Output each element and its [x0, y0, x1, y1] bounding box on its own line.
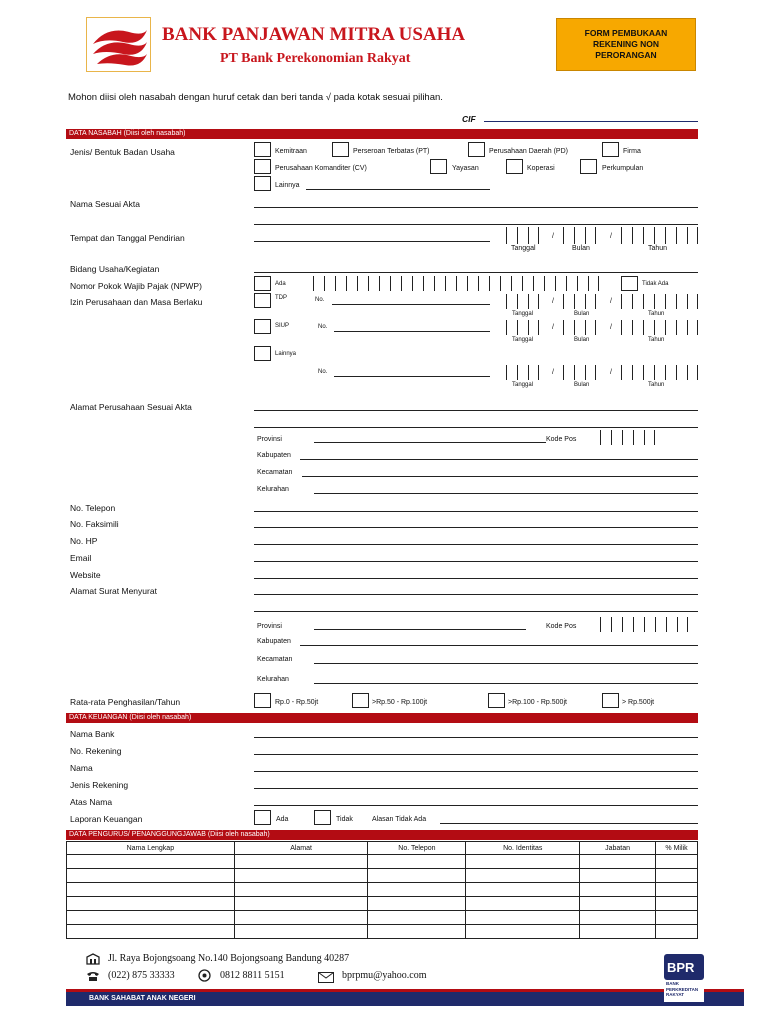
checkbox-firma[interactable]: [602, 142, 619, 157]
label-no-tdp: No.: [315, 297, 325, 303]
jenis-rekening-field[interactable]: [254, 788, 698, 789]
slash: /: [610, 233, 612, 240]
kelurahan-field[interactable]: [314, 493, 698, 494]
siup-bulan-boxes[interactable]: [563, 320, 596, 335]
kelurahan-label: Kelurahan: [257, 486, 289, 493]
nama-akta-label: Nama Sesuai Akta: [70, 199, 140, 209]
footer-tagline: BANK SAHABAT ANAK NEGERI: [89, 995, 196, 1002]
kecamatan-label: Kecamatan: [257, 469, 293, 476]
label-income-0: Rp.0 - Rp.50jt: [275, 699, 319, 706]
no-rekening-label: No. Rekening: [70, 746, 122, 756]
footer-phone: (022) 875 33333: [108, 970, 175, 981]
alamat-surat-field-2[interactable]: [254, 611, 698, 612]
label-yayasan: Yayasan: [452, 165, 479, 172]
label-tanggal: Tanggal: [512, 382, 534, 388]
table-row[interactable]: [67, 911, 698, 925]
tdp-tahun-boxes[interactable]: [621, 294, 698, 309]
header-nama: Nama Lengkap: [67, 842, 235, 855]
kecamatan-label-2: Kecamatan: [257, 656, 293, 663]
siup-tanggal-boxes[interactable]: [506, 320, 539, 335]
checkbox-yayasan[interactable]: [430, 159, 447, 174]
table-row[interactable]: [67, 883, 698, 897]
alasan-field[interactable]: [440, 823, 698, 824]
alamat-akta-label: Alamat Perusahaan Sesuai Akta: [70, 402, 192, 412]
npwp-boxes[interactable]: [313, 276, 599, 291]
atas-nama-field[interactable]: [254, 805, 698, 806]
kode-pos-label-2: Kode Pos: [546, 623, 577, 630]
label-tanggal: Tanggal: [512, 337, 534, 343]
lainnya-field[interactable]: [306, 189, 490, 190]
label-koperasi: Koperasi: [527, 165, 555, 172]
label-income-2: >Rp.100 - Rp.500jt: [508, 699, 567, 706]
alasan-label: Alasan Tidak Ada: [372, 816, 427, 823]
provinsi-field[interactable]: [314, 442, 546, 443]
form-title-box: [556, 18, 696, 71]
label-siup: SIUP: [275, 323, 290, 329]
provinsi-field-2[interactable]: [314, 629, 526, 630]
kabupaten-field[interactable]: [300, 459, 698, 460]
alamat-akta-field[interactable]: [254, 410, 698, 411]
label-npwp-ada: Ada: [275, 281, 286, 287]
cif-label: CIF: [462, 114, 476, 124]
checkbox-koperasi[interactable]: [506, 159, 523, 174]
kecamatan-field-2[interactable]: [314, 663, 698, 664]
label-laporan-ada: Ada: [276, 816, 289, 823]
atas-nama-label: Atas Nama: [70, 797, 113, 807]
tempat-tanggal-label: Tempat dan Tanggal Pendirian: [70, 233, 185, 243]
izin-label: Izin Perusahaan dan Masa Berlaku: [70, 297, 203, 307]
alamat-surat-field[interactable]: [254, 594, 698, 595]
bank-name: BANK PANJAWAN MITRA USAHA: [162, 24, 466, 45]
siup-tahun-boxes[interactable]: [621, 320, 698, 335]
nama-field[interactable]: [254, 771, 698, 772]
label-tahun: Tahun: [648, 245, 668, 252]
label-pd: Perusahaan Daerah (PD): [489, 148, 568, 155]
alamat-surat-label: Alamat Surat Menyurat: [70, 586, 157, 596]
label-bulan: Bulan: [572, 245, 590, 252]
label-lainnya: Lainnya: [275, 182, 300, 189]
pendirian-bulan-boxes[interactable]: [563, 227, 596, 244]
telepon-label: No. Telepon: [70, 503, 116, 513]
faksimili-field[interactable]: [254, 527, 698, 528]
whatsapp-icon: [198, 969, 211, 982]
slash: /: [552, 324, 554, 331]
checkbox-income-1[interactable]: [352, 693, 369, 708]
kode-pos-label: Kode Pos: [546, 436, 577, 443]
bidang-usaha-label: Bidang Usaha/Kegiatan: [70, 264, 160, 274]
bpr-logo-text: BPR: [667, 960, 695, 975]
checkbox-laporan-tidak[interactable]: [314, 810, 331, 825]
phone-icon: [86, 969, 100, 981]
checkbox-kemitraan[interactable]: [254, 142, 271, 157]
kelurahan-field-2[interactable]: [314, 683, 698, 684]
no-rekening-field[interactable]: [254, 754, 698, 755]
label-tanggal: Tanggal: [512, 311, 534, 317]
faksimili-label: No. Faksimili: [70, 519, 119, 529]
label-bulan: Bulan: [574, 337, 590, 343]
website-field[interactable]: [254, 578, 698, 579]
label-no-lainnya: No.: [318, 369, 328, 375]
table-row[interactable]: [67, 855, 698, 869]
tdp-no-field[interactable]: [332, 304, 490, 305]
section-pengurus: DATA PENGURUS/ PENANGGUNGJAWAB (Diisi oleh nasabah): [66, 830, 698, 840]
slash: /: [610, 298, 612, 305]
provinsi-label: Provinsi: [257, 436, 282, 443]
tempat-field[interactable]: [254, 241, 490, 242]
siup-no-field[interactable]: [334, 331, 490, 332]
alamat-akta-field-2[interactable]: [254, 427, 698, 428]
website-label: Website: [70, 570, 101, 580]
label-income-1: >Rp.50 - Rp.100jt: [372, 699, 428, 706]
slash: /: [610, 324, 612, 331]
bidang-usaha-field[interactable]: [254, 272, 698, 273]
checkbox-income-2[interactable]: [488, 693, 505, 708]
slash: /: [610, 369, 612, 376]
jenis-rekening-label: Jenis Rekening: [70, 780, 129, 790]
instruction-text: Mohon diisi oleh nasabah dengan huruf cetak dan beri tanda √ pada kotak sesuai pilihan.: [68, 92, 443, 103]
jenis-label: Jenis/ Bentuk Badan Usaha: [70, 147, 175, 157]
bank-subtitle: PT Bank Perekonomian Rakyat: [220, 51, 411, 66]
table-row[interactable]: [67, 869, 698, 883]
nama-label: Nama: [70, 763, 93, 773]
kode-pos-boxes-2[interactable]: [600, 617, 688, 632]
lainnya-bulan-boxes[interactable]: [563, 365, 596, 380]
bank-logo: [86, 17, 151, 72]
label-bulan: Bulan: [574, 311, 590, 317]
checkbox-laporan-ada[interactable]: [254, 810, 271, 825]
kabupaten-label-2: Kabupaten: [257, 638, 291, 645]
building-icon: [86, 952, 100, 964]
header-milik: % Milik: [656, 842, 698, 855]
checkbox-perkumpulan[interactable]: [580, 159, 597, 174]
label-tahun: Tahun: [648, 382, 665, 388]
pendirian-tahun-boxes[interactable]: [621, 227, 698, 244]
lainnya-tahun-boxes[interactable]: [621, 365, 698, 380]
footer-address: Jl. Raya Bojongsoang No.140 Bojongsoang Bandung 40287: [108, 953, 350, 964]
footer-wa: 0812 8811 5151: [220, 970, 285, 981]
section-keuangan: DATA KEUANGAN (Diisi oleh nasabah): [66, 713, 698, 723]
nama-akta-field-2[interactable]: [254, 224, 698, 225]
checkbox-siup[interactable]: [254, 319, 271, 334]
slash: /: [552, 298, 554, 305]
table-row[interactable]: [67, 925, 698, 939]
lainnya-no-field[interactable]: [334, 376, 490, 377]
label-izin-lainnya: Lainnya: [275, 351, 297, 357]
pendirian-tanggal-boxes[interactable]: [506, 227, 539, 244]
table-header-row: [67, 842, 698, 855]
nama-akta-field[interactable]: [254, 207, 698, 208]
kelurahan-label-2: Kelurahan: [257, 676, 289, 683]
checkbox-cv[interactable]: [254, 159, 271, 174]
header-alamat: Alamat: [234, 842, 368, 855]
label-tahun: Tahun: [648, 311, 665, 317]
label-bulan: Bulan: [574, 382, 590, 388]
header-telepon: No. Telepon: [368, 842, 466, 855]
lainnya-tanggal-boxes[interactable]: [506, 365, 539, 380]
slash: /: [552, 369, 554, 376]
nama-bank-field[interactable]: [254, 737, 698, 738]
kecamatan-field[interactable]: [302, 476, 698, 477]
tdp-bulan-boxes[interactable]: [563, 294, 596, 309]
checkbox-npwp-ada[interactable]: [254, 276, 271, 291]
label-tdp: TDP: [275, 295, 287, 301]
table-row[interactable]: [67, 897, 698, 911]
laporan-label: Laporan Keuangan: [70, 814, 143, 824]
footer-email: bprpmu@yahoo.com: [342, 970, 427, 981]
checkbox-tdp[interactable]: [254, 293, 271, 308]
label-pt: Perseroan Terbatas (PT): [353, 148, 430, 155]
cif-field[interactable]: [484, 121, 698, 122]
checkbox-lainnya[interactable]: [254, 176, 271, 191]
email-field[interactable]: [254, 561, 698, 562]
header-jabatan: Jabatan: [580, 842, 656, 855]
hp-label: No. HP: [70, 536, 98, 546]
checkbox-pt[interactable]: [332, 142, 349, 157]
hp-field[interactable]: [254, 544, 698, 545]
checkbox-income-3[interactable]: [602, 693, 619, 708]
provinsi-label-2: Provinsi: [257, 623, 282, 630]
checkbox-income-0[interactable]: [254, 693, 271, 708]
bpr-logo-sub: BANK PERKREDITAN RAKYAT: [666, 981, 699, 997]
nama-bank-label: Nama Bank: [70, 729, 115, 739]
npwp-label: Nomor Pokok Wajib Pajak (NPWP): [70, 281, 202, 291]
telepon-field[interactable]: [254, 511, 698, 512]
section-nasabah: DATA NASABAH (Diisi oleh nasabah): [66, 129, 698, 139]
pengurus-table: [66, 841, 698, 939]
label-no-siup: No.: [318, 324, 328, 330]
checkbox-izin-lainnya[interactable]: [254, 346, 271, 361]
label-tanggal: Tanggal: [511, 245, 536, 252]
kode-pos-boxes[interactable]: [600, 430, 655, 445]
kabupaten-field-2[interactable]: [300, 645, 698, 646]
label-cv: Perusahaan Komanditer (CV): [275, 165, 367, 172]
label-npwp-tidak-ada: Tidak Ada: [642, 281, 669, 287]
label-income-3: > Rp.500jt: [622, 699, 655, 706]
form-title: FORM PEMBUKAAN REKENING NON PERORANGAN: [584, 28, 668, 60]
header-identitas: No. Identitas: [466, 842, 580, 855]
label-kemitraan: Kemitraan: [275, 148, 307, 155]
checkbox-pd[interactable]: [468, 142, 485, 157]
checkbox-npwp-tidak-ada[interactable]: [621, 276, 638, 291]
label-tahun: Tahun: [648, 337, 665, 343]
kabupaten-label: Kabupaten: [257, 452, 291, 459]
label-laporan-tidak: Tidak: [336, 816, 353, 823]
penghasilan-label: Rata-rata Penghasilan/Tahun: [70, 697, 181, 707]
label-perkumpulan: Perkumpulan: [602, 165, 644, 172]
tdp-tanggal-boxes[interactable]: [506, 294, 539, 309]
email-label: Email: [70, 553, 92, 563]
mail-icon: [318, 970, 334, 981]
label-firma: Firma: [623, 148, 641, 155]
slash: /: [552, 233, 554, 240]
bpr-logo: [664, 954, 704, 1002]
